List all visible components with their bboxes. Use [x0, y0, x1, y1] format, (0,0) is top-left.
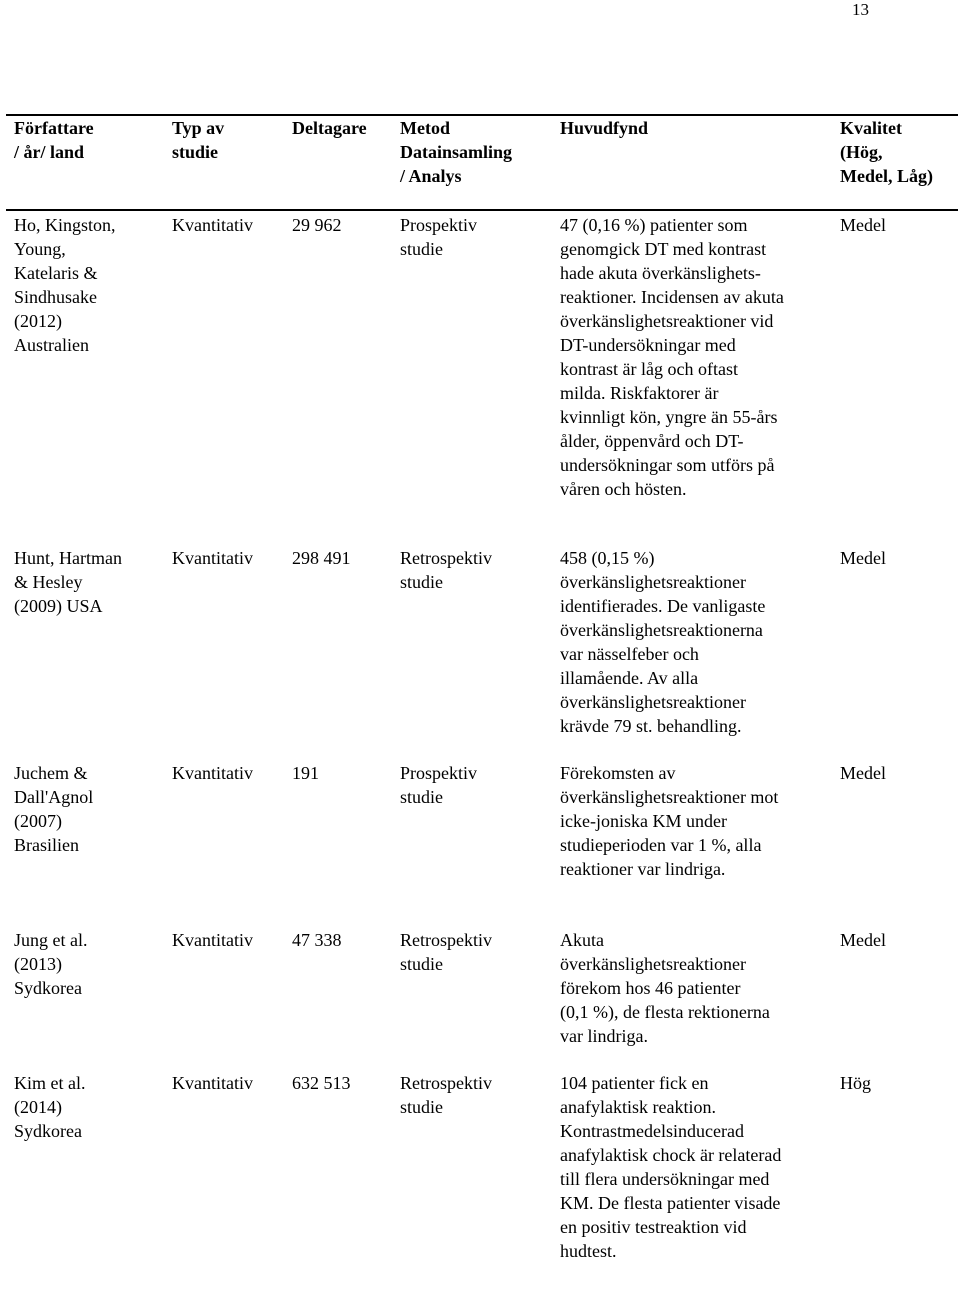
- header-participants: Deltagare: [292, 118, 367, 138]
- cell-findings: 104 patienter fick en anafylaktisk reaktion. Kontrastmedelsinducerad anafylaktisk chock är relaterad till flera undersökningar med KM. De flesta patienter visade en positiv testreaktion vid hudtest.: [560, 1073, 782, 1261]
- cell-participants: 29 962: [292, 215, 342, 235]
- page-number: 13: [852, 0, 869, 19]
- header-method: Metod Datainsamling / Analys: [400, 118, 513, 186]
- cell-study-type: Kvantitativ: [172, 930, 253, 950]
- header-author: Författare / år/ land: [14, 118, 94, 162]
- cell-method: Retrospektiv studie: [400, 930, 492, 974]
- cell-author: Juchem & Dall'Agnol (2007) Brasilien: [14, 763, 94, 855]
- header-study-type: Typ av studie: [172, 118, 225, 162]
- cell-study-type: Kvantitativ: [172, 548, 253, 568]
- cell-method: Prospektiv studie: [400, 763, 478, 807]
- cell-author: Hunt, Hartman & Hesley (2009) USA: [14, 548, 122, 616]
- cell-study-type: Kvantitativ: [172, 763, 253, 783]
- cell-method: Retrospektiv studie: [400, 1073, 492, 1117]
- cell-findings: 47 (0,16 %) patienter som genomgick DT med kontrast hade akuta överkänslighets- reaktioner. Incidensen av akuta överkänslighetsreaktioner vid DT-undersökningar med kontrast är låg och oftast milda. Riskfaktorer är kvinnligt kön, yngre än 55-års ålder, öppenvård och DT- undersökningar som utförs på våren och hösten.: [560, 215, 784, 499]
- cell-participants: 298 491: [292, 548, 351, 568]
- cell-findings: 458 (0,15 %) överkänslighetsreaktioner identifierades. De vanligaste överkänslighetsreaktionerna var nässelfeber och illamående. Av alla överkänslighetsreaktioner krävde 79 st. behandling.: [560, 548, 766, 736]
- cell-findings: Förekomsten av överkänslighetsreaktioner mot icke-joniska KM under studieperioden var 1 %, alla reaktioner var lindriga.: [560, 763, 779, 879]
- cell-quality: Medel: [840, 548, 886, 568]
- cell-method: Retrospektiv studie: [400, 548, 492, 592]
- header-quality: Kvalitet (Hög, Medel, Låg): [840, 118, 933, 186]
- cell-study-type: Kvantitativ: [172, 1073, 253, 1093]
- cell-participants: 632 513: [292, 1073, 351, 1093]
- cell-participants: 191: [292, 763, 319, 783]
- table-header-rule: [6, 209, 958, 211]
- cell-author: Ho, Kingston, Young, Katelaris & Sindhusake (2012) Australien: [14, 215, 116, 355]
- cell-method: Prospektiv studie: [400, 215, 478, 259]
- cell-study-type: Kvantitativ: [172, 215, 253, 235]
- cell-author: Kim et al. (2014) Sydkorea: [14, 1073, 86, 1141]
- cell-quality: Medel: [840, 930, 886, 950]
- cell-quality: Hög: [840, 1073, 871, 1093]
- cell-participants: 47 338: [292, 930, 342, 950]
- cell-quality: Medel: [840, 763, 886, 783]
- cell-quality: Medel: [840, 215, 886, 235]
- cell-findings: Akuta överkänslighetsreaktioner förekom hos 46 patienter (0,1 %), de flesta rektionerna var lindriga.: [560, 930, 770, 1046]
- header-findings: Huvudfynd: [560, 118, 649, 138]
- cell-author: Jung et al. (2013) Sydkorea: [14, 930, 88, 998]
